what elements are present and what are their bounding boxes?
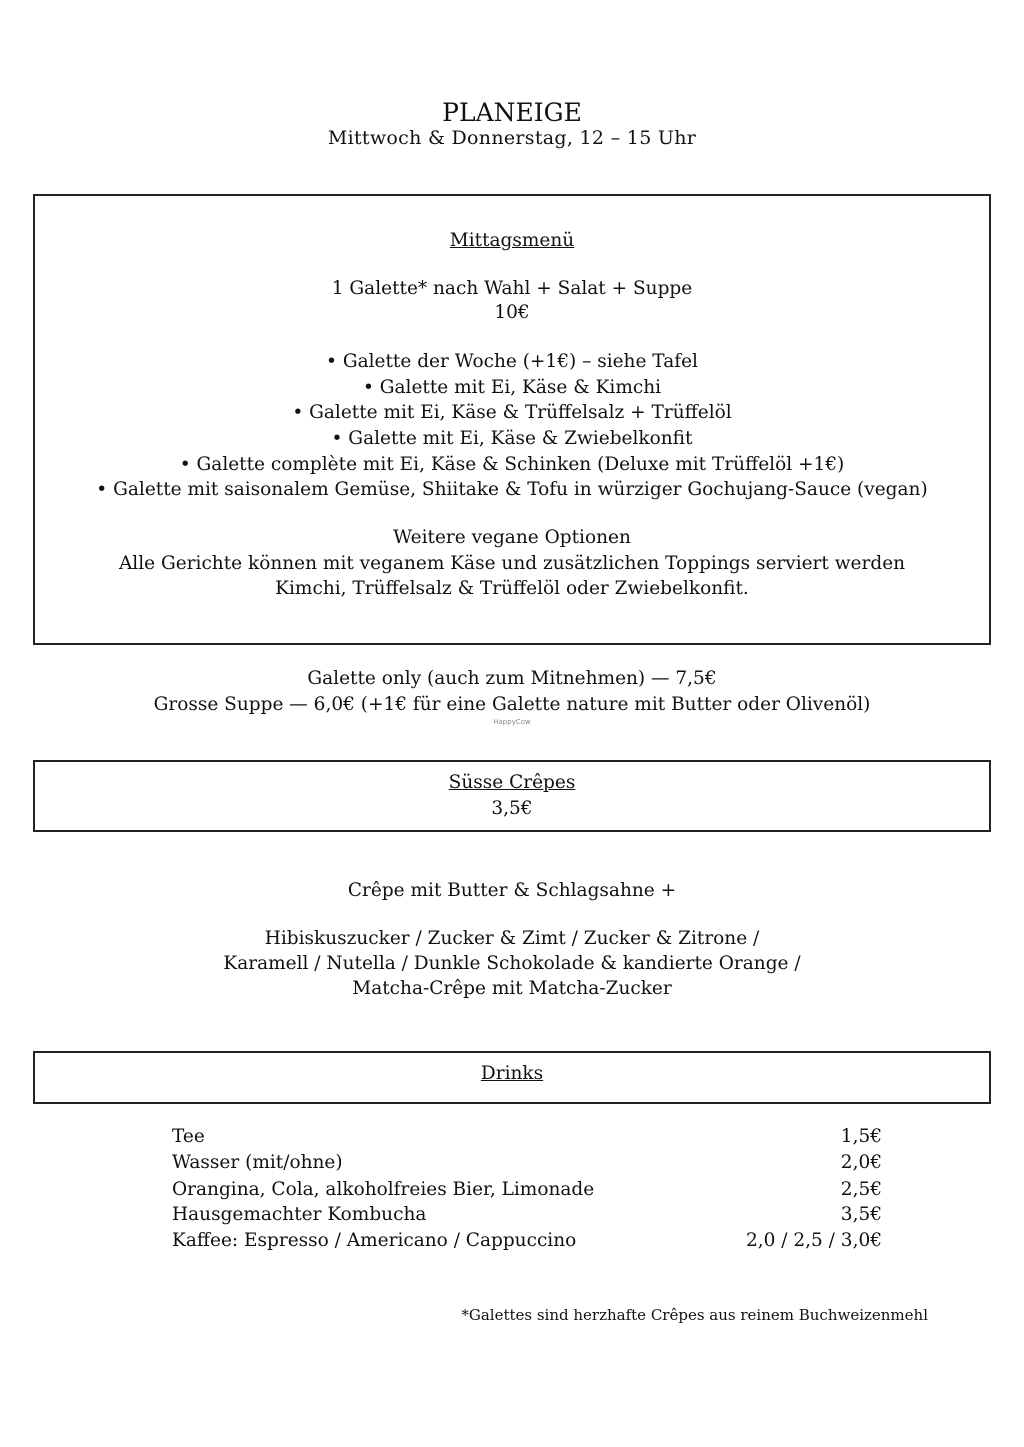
vegan-toppings: Kimchi, Trüffelsalz & Trüffelöl oder Zwiebelkonfit. bbox=[275, 578, 749, 599]
drink-price: 2,0€ bbox=[840, 1152, 882, 1173]
lunch-item: • Galette mit Ei, Käse & Trüffelsalz + Trüffelöl bbox=[292, 402, 732, 423]
lunch-item: • Galette mit saisonalem Gemüse, Shiitake & Tofu in würziger Gochujang-Sauce (vegan) bbox=[96, 479, 928, 500]
drink-name: Wasser (mit/ohne) bbox=[172, 1152, 343, 1173]
drink-name: Kaffee: Espresso / Americano / Cappuccino bbox=[172, 1230, 577, 1251]
drink-price: 3,5€ bbox=[840, 1204, 882, 1225]
vegan-description: Alle Gerichte können mit veganem Käse und zusätzlichen Toppings serviert werden bbox=[118, 553, 906, 574]
soup-price: Grosse Suppe — 6,0€ (+1€ für eine Galette nature mit Butter oder Olivenöl) bbox=[153, 694, 871, 715]
drink-name: Orangina, Cola, alkoholfreies Bier, Limonade bbox=[172, 1179, 595, 1200]
lunch-item: • Galette complète mit Ei, Käse & Schinken (Deluxe mit Trüffelöl +1€) bbox=[179, 454, 845, 475]
drink-name: Hausgemachter Kombucha bbox=[172, 1204, 427, 1225]
drink-price: 2,0 / 2,5 / 3,0€ bbox=[745, 1230, 882, 1251]
drink-row bbox=[172, 1179, 882, 1200]
crepes-options: Hibiskuszucker / Zucker & Zimt / Zucker & Zitrone / bbox=[264, 928, 760, 949]
watermark: HappyCow bbox=[493, 718, 531, 726]
galette-only-price: Galette only (auch zum Mitnehmen) — 7,5€ bbox=[307, 668, 717, 689]
lunch-item: • Galette der Woche (+1€) – siehe Tafel bbox=[326, 351, 698, 372]
vegan-heading: Weitere vegane Optionen bbox=[393, 527, 631, 548]
drinks-heading: Drinks bbox=[480, 1063, 544, 1084]
drink-row bbox=[172, 1204, 882, 1225]
drink-name: Tee bbox=[172, 1126, 205, 1147]
drink-row bbox=[172, 1126, 882, 1147]
footnote: *Galettes sind herzhafte Crêpes aus reinem Buchweizenmehl bbox=[461, 1306, 928, 1324]
drink-price: 1,5€ bbox=[840, 1126, 882, 1147]
lunch-item: • Galette mit Ei, Käse & Kimchi bbox=[362, 377, 662, 398]
crepes-heading: Süsse Crêpes bbox=[448, 772, 576, 793]
lunch-offer: 1 Galette* nach Wahl + Salat + Suppe bbox=[331, 278, 693, 299]
drink-row bbox=[172, 1230, 882, 1251]
opening-hours: Mittwoch & Donnerstag, 12 – 15 Uhr bbox=[327, 127, 697, 149]
lunch-item: • Galette mit Ei, Käse & Zwiebelkonfit bbox=[331, 428, 693, 449]
drink-price: 2,5€ bbox=[840, 1179, 882, 1200]
crepes-base: Crêpe mit Butter & Schlagsahne + bbox=[347, 880, 677, 901]
crepes-options: Matcha-Crêpe mit Matcha-Zucker bbox=[352, 978, 672, 999]
lunch-heading: Mittagsmenü bbox=[449, 230, 575, 251]
lunch-price: 10€ bbox=[494, 302, 530, 323]
crepes-options: Karamell / Nutella / Dunkle Schokolade & kandierte Orange / bbox=[223, 953, 801, 974]
drink-row bbox=[172, 1152, 882, 1173]
crepes-price: 3,5€ bbox=[491, 798, 533, 819]
restaurant-title: PLANEIGE bbox=[442, 98, 582, 127]
